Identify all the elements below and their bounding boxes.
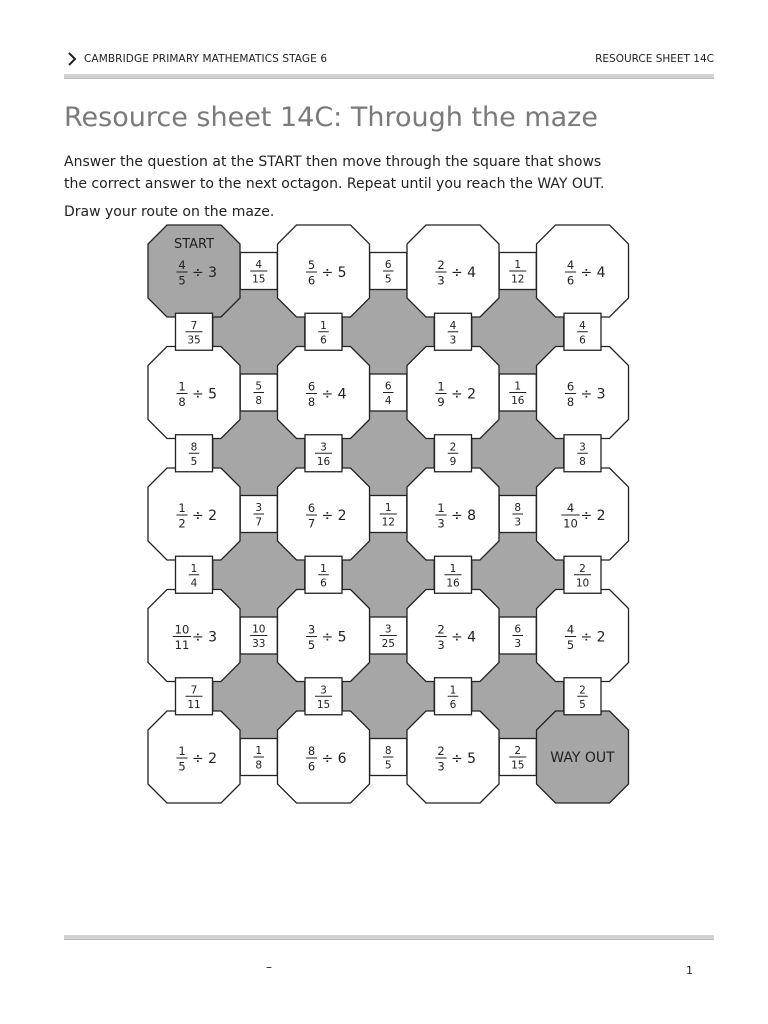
answer-square-v-0-3-numerator: 4: [579, 319, 586, 332]
answer-square-h-3-1-denominator: 25: [381, 638, 395, 650]
answer-square-v-2-1-numerator: 1: [320, 562, 327, 575]
question-octagon-3-2-denominator: 3: [437, 638, 445, 652]
question-octagon-0-3-denominator: 6: [566, 273, 575, 288]
question-octagon-4-1-operation: ÷ 6: [321, 751, 347, 767]
answer-square-h-2-0-numerator: 3: [255, 502, 263, 514]
answer-square-v-2-2-denominator: 16: [446, 577, 460, 590]
question-octagon-3-3-numerator: 4: [566, 622, 575, 637]
answer-square-v-3-3-denominator: 5: [579, 698, 586, 711]
answer-square-h-0-2-denominator: 12: [511, 273, 525, 286]
question-octagon-0-2-denominator: 3: [437, 273, 445, 288]
answer-square-h-4-1-denominator: 5: [384, 759, 392, 772]
answer-square-v-0-0-numerator: 7: [190, 319, 198, 332]
question-octagon-0-3-numerator: 4: [566, 258, 575, 272]
instruction-line-3: Draw your route on the maze.: [64, 204, 275, 220]
header-sheet-label: RESOURCE SHEET 14C: [595, 53, 714, 65]
start-label: START: [173, 237, 215, 252]
question-octagon-4-0-denominator: 5: [178, 759, 186, 774]
answer-square-v-3-1-numerator: 3: [320, 684, 327, 697]
question-octagon-3-0-operation: ÷ 3: [192, 629, 218, 646]
page-number: 1: [686, 964, 693, 977]
answer-square-h-1-0-denominator: 8: [255, 395, 263, 407]
answer-square-v-1-3-denominator: 8: [579, 455, 586, 468]
question-octagon-4-2-operation: ÷ 5: [451, 751, 477, 767]
answer-square-h-2-0-denominator: 7: [255, 516, 263, 529]
answer-square-h-2-1-numerator: 1: [384, 502, 392, 514]
question-octagon-1-0-numerator: 1: [178, 379, 186, 394]
question-octagon-1-0-operation: ÷ 5: [192, 386, 218, 403]
answer-square-h-1-1-numerator: 6: [384, 380, 392, 393]
answer-square-v-1-2-denominator: 9: [449, 455, 457, 468]
way-out-label: WAY OUT: [550, 750, 615, 766]
answer-square-v-3-0-denominator: 11: [187, 698, 201, 711]
answer-square-h-0-0-denominator: 15: [252, 273, 266, 286]
instruction-line-1: Answer the question at the START then move through the square that shows: [64, 154, 602, 170]
answer-square-h-0-1-numerator: 6: [384, 259, 392, 271]
question-octagon-1-2-operation: ÷ 2: [451, 386, 477, 403]
answer-square-v-2-3-denominator: 10: [575, 577, 590, 590]
page-title: Resource sheet 14C: Through the maze: [64, 102, 598, 133]
answer-square-h-4-2-numerator: 2: [514, 745, 522, 757]
answer-square-h-0-2-numerator: 1: [514, 259, 522, 271]
question-octagon-4-2-numerator: 2: [437, 744, 445, 758]
answer-square-v-3-1-denominator: 15: [316, 698, 331, 711]
question-octagon-2-2-denominator: 3: [437, 516, 445, 531]
answer-square-v-2-3-numerator: 2: [579, 562, 586, 575]
answer-square-v-2-0-denominator: 4: [190, 577, 198, 590]
answer-square-h-3-2-denominator: 3: [514, 638, 522, 650]
answer-square-h-3-2-numerator: 6: [514, 623, 522, 636]
answer-square-h-1-2-denominator: 16: [511, 395, 525, 407]
answer-square-v-0-1-denominator: 6: [320, 334, 327, 347]
footer-divider: [64, 935, 714, 940]
question-octagon-0-2-operation: ÷ 4: [451, 265, 477, 281]
question-octagon-4-1-numerator: 8: [307, 744, 316, 758]
answer-square-h-0-0-numerator: 4: [255, 259, 263, 271]
question-octagon-0-1-numerator: 5: [307, 258, 316, 272]
question-octagon-4-1-denominator: 6: [307, 759, 316, 774]
answer-square-v-0-2-numerator: 4: [449, 319, 457, 332]
footer-dash: –: [266, 960, 272, 974]
question-octagon-4-0-numerator: 1: [178, 744, 186, 758]
start-octagon-denominator: 5: [178, 273, 186, 288]
question-octagon-0-1-operation: ÷ 5: [321, 265, 347, 281]
question-octagon-1-2-denominator: 9: [437, 395, 445, 409]
question-octagon-1-2-numerator: 1: [437, 379, 445, 394]
start-octagon-numerator: 4: [178, 258, 186, 272]
answer-square-h-4-0-numerator: 1: [255, 745, 263, 757]
question-octagon-1-1-operation: ÷ 4: [321, 386, 347, 403]
answer-square-v-1-2-numerator: 2: [449, 441, 457, 454]
question-octagon-3-2-numerator: 2: [437, 622, 445, 637]
answer-square-v-0-0-denominator: 35: [187, 334, 201, 347]
answer-square-v-0-2-denominator: 3: [449, 334, 457, 347]
question-octagon-0-2-numerator: 2: [437, 258, 445, 272]
question-octagon-2-1-numerator: 6: [307, 501, 316, 515]
question-octagon-2-1-operation: ÷ 2: [321, 508, 347, 524]
question-octagon-3-0-numerator: 10: [174, 622, 190, 637]
answer-square-h-3-1-numerator: 3: [384, 623, 392, 636]
question-octagon-3-0-denominator: 11: [174, 638, 190, 652]
question-octagon-2-2-numerator: 1: [437, 501, 445, 515]
question-octagon-2-3-numerator: 4: [566, 501, 575, 515]
answer-square-h-2-1-denominator: 12: [381, 516, 395, 529]
answer-square-v-3-3-numerator: 2: [579, 684, 586, 697]
answer-square-v-0-3-denominator: 6: [579, 334, 586, 347]
answer-square-v-3-2-denominator: 6: [449, 698, 457, 711]
question-octagon-2-2-operation: ÷ 8: [451, 508, 477, 524]
answer-square-h-3-0-denominator: 33: [252, 638, 266, 650]
question-octagon-0-1-denominator: 6: [307, 273, 316, 288]
answer-square-h-4-0-denominator: 8: [255, 759, 263, 772]
answer-square-v-1-0-denominator: 5: [190, 455, 198, 468]
answer-square-v-1-0-numerator: 8: [190, 441, 198, 454]
answer-square-h-1-0-numerator: 5: [255, 380, 263, 393]
question-octagon-4-2-denominator: 3: [437, 759, 445, 774]
question-octagon-2-3-denominator: 10: [563, 516, 578, 531]
question-octagon-1-1-numerator: 6: [307, 379, 316, 394]
question-octagon-3-3-operation: ÷ 2: [580, 629, 606, 646]
question-octagon-3-2-operation: ÷ 4: [451, 629, 477, 646]
answer-square-h-2-2-numerator: 8: [514, 502, 522, 514]
question-octagon-1-3-denominator: 8: [566, 395, 575, 409]
question-octagon-1-1-denominator: 8: [307, 395, 316, 409]
answer-square-h-1-1-denominator: 4: [384, 395, 392, 407]
question-octagon-1-0-denominator: 8: [178, 395, 186, 409]
answer-square-v-1-1-numerator: 3: [320, 441, 327, 454]
question-octagon-0-3-operation: ÷ 4: [580, 265, 606, 281]
answer-square-h-1-2-numerator: 1: [514, 380, 522, 393]
question-octagon-2-1-denominator: 7: [307, 516, 316, 531]
question-octagon-2-3-operation: ÷ 2: [580, 508, 606, 524]
answer-square-h-4-2-denominator: 15: [511, 759, 525, 772]
instruction-line-2: the correct answer to the next octagon. Repeat until you reach the WAY OUT.: [64, 176, 605, 192]
answer-square-v-2-1-denominator: 6: [320, 577, 327, 590]
answer-square-h-2-2-denominator: 3: [514, 516, 522, 529]
question-octagon-3-1-operation: ÷ 5: [321, 629, 347, 646]
answer-square-v-2-0-numerator: 1: [190, 562, 198, 575]
answer-square-h-0-1-denominator: 5: [384, 273, 392, 286]
question-octagon-2-0-numerator: 1: [178, 501, 186, 515]
answer-square-h-3-0-numerator: 10: [252, 623, 266, 636]
start-octagon-operation: ÷ 3: [192, 265, 218, 281]
answer-square-v-3-0-numerator: 7: [190, 684, 198, 697]
answer-square-v-1-3-numerator: 3: [579, 441, 586, 454]
question-octagon-3-1-denominator: 5: [307, 638, 316, 652]
question-octagon-2-0-operation: ÷ 2: [192, 508, 218, 524]
header-course-title: CAMBRIDGE PRIMARY MATHEMATICS STAGE 6: [84, 53, 328, 65]
question-octagon-1-3-operation: ÷ 3: [580, 386, 606, 403]
answer-square-v-0-1-numerator: 1: [320, 319, 327, 332]
question-octagon-3-1-numerator: 3: [307, 622, 316, 637]
question-octagon-3-3-denominator: 5: [566, 638, 575, 652]
answer-square-v-3-2-numerator: 1: [449, 684, 457, 697]
answer-square-h-4-1-numerator: 8: [384, 745, 392, 757]
question-octagon-1-3-numerator: 6: [566, 379, 575, 394]
answer-square-v-1-1-denominator: 16: [316, 455, 331, 468]
question-octagon-2-0-denominator: 2: [178, 516, 186, 531]
question-octagon-4-0-operation: ÷ 2: [192, 751, 218, 767]
answer-square-v-2-2-numerator: 1: [449, 562, 457, 575]
